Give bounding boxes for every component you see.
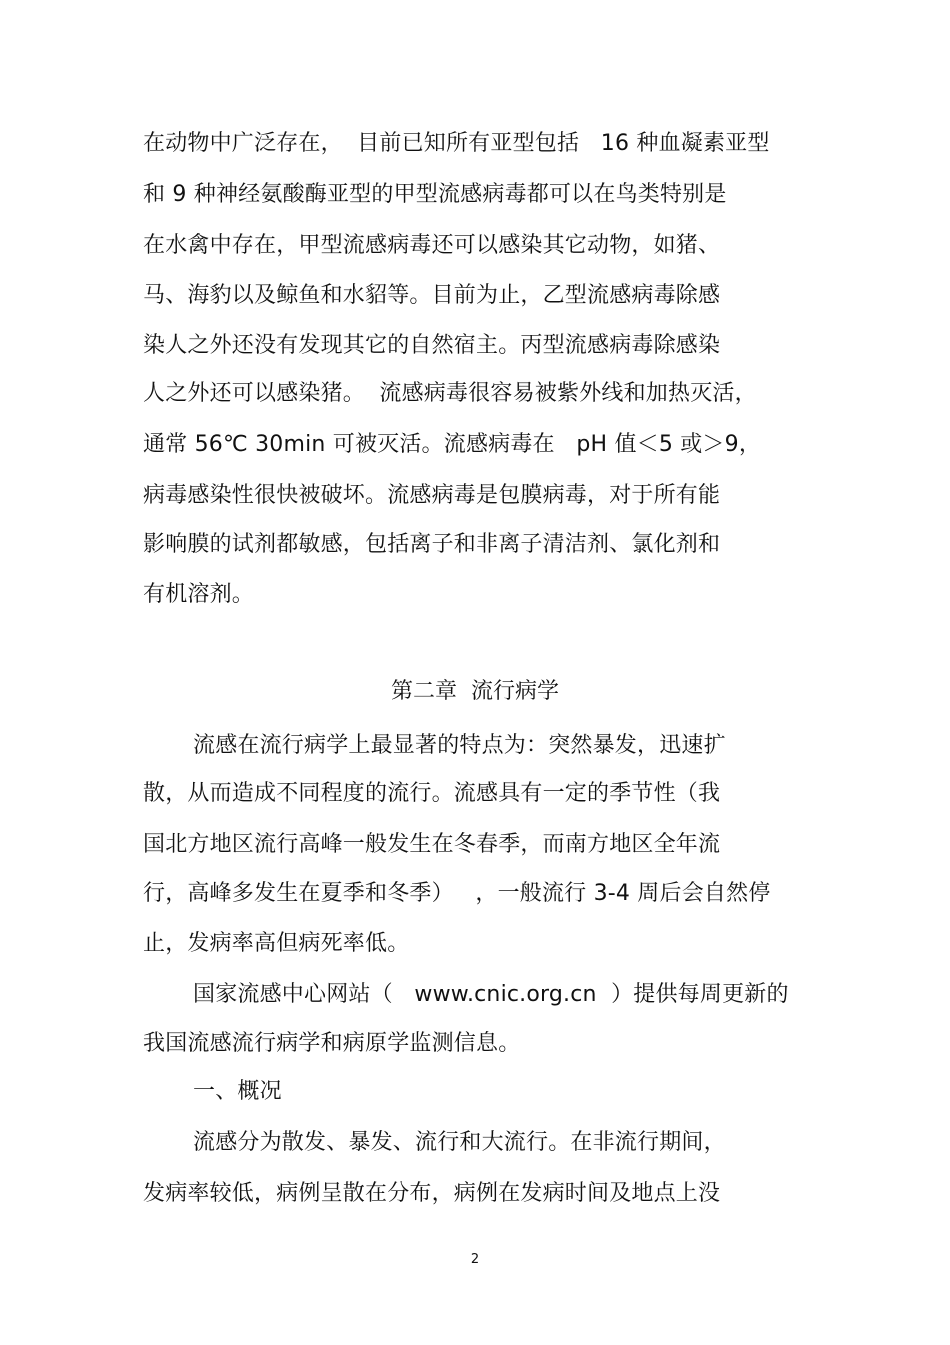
text-line: 和 9 种神经氨酸酶亚型的甲型流感病毒都可以在鸟类特别是 [143,182,727,207]
text-line: 发病率较低，病例呈散在分布，病例在发病时间及地点上没 [143,1181,721,1206]
section-heading: 一、概况 [193,1079,282,1104]
text-line: 影响膜的试剂都敏感，包括离子和非离子清洁剂、氯化剂和 [143,532,721,557]
text-line: 止，发病率高但病死率低。 [143,931,410,956]
text-line: 在动物中广泛存在， 目前已知所有亚型包括 16 种血凝素亚型 [143,131,770,156]
text-line: 流感分为散发、暴发、流行和大流行。在非流行期间， [193,1130,726,1155]
text-line: 在水禽中存在，甲型流感病毒还可以感染其它动物，如猪、 [143,233,721,258]
text-line: 散，从而造成不同程度的流行。流感具有一定的季节性（我 [143,781,721,806]
text-line: 通常 56℃ 30min 可被灭活。流感病毒在 pH 值＜5 或＞9， [143,432,762,457]
text-line: 国北方地区流行高峰一般发生在冬春季，而南方地区全年流 [143,832,721,857]
text-line: 病毒感染性很快被破坏。流感病毒是包膜病毒，对于所有能 [143,483,721,508]
text-line: 我国流感流行病学和病原学监测信息。 [143,1031,521,1056]
text-line: 马、海豹以及鲸鱼和水貂等。目前为止，乙型流感病毒除感 [143,283,721,308]
text-line: 国家流感中心网站（ www.cnic.org.cn ）提供每周更新的 [193,982,789,1007]
text-line: 流感在流行病学上最显著的特点为：突然暴发，迅速扩 [193,733,726,758]
text-line: 人之外还可以感染猪。 流感病毒很容易被紫外线和加热灭活， [143,381,757,406]
page-number: 2 [470,1252,480,1267]
chapter-heading: 第二章 流行病学 [391,679,559,704]
text-line: 染人之外还没有发现其它的自然宿主。丙型流感病毒除感染 [143,333,721,358]
text-line: 有机溶剂。 [143,582,255,607]
text-line: 行，高峰多发生在夏季和冬季） ，一般流行 3-4 周后会自然停 [143,881,771,906]
